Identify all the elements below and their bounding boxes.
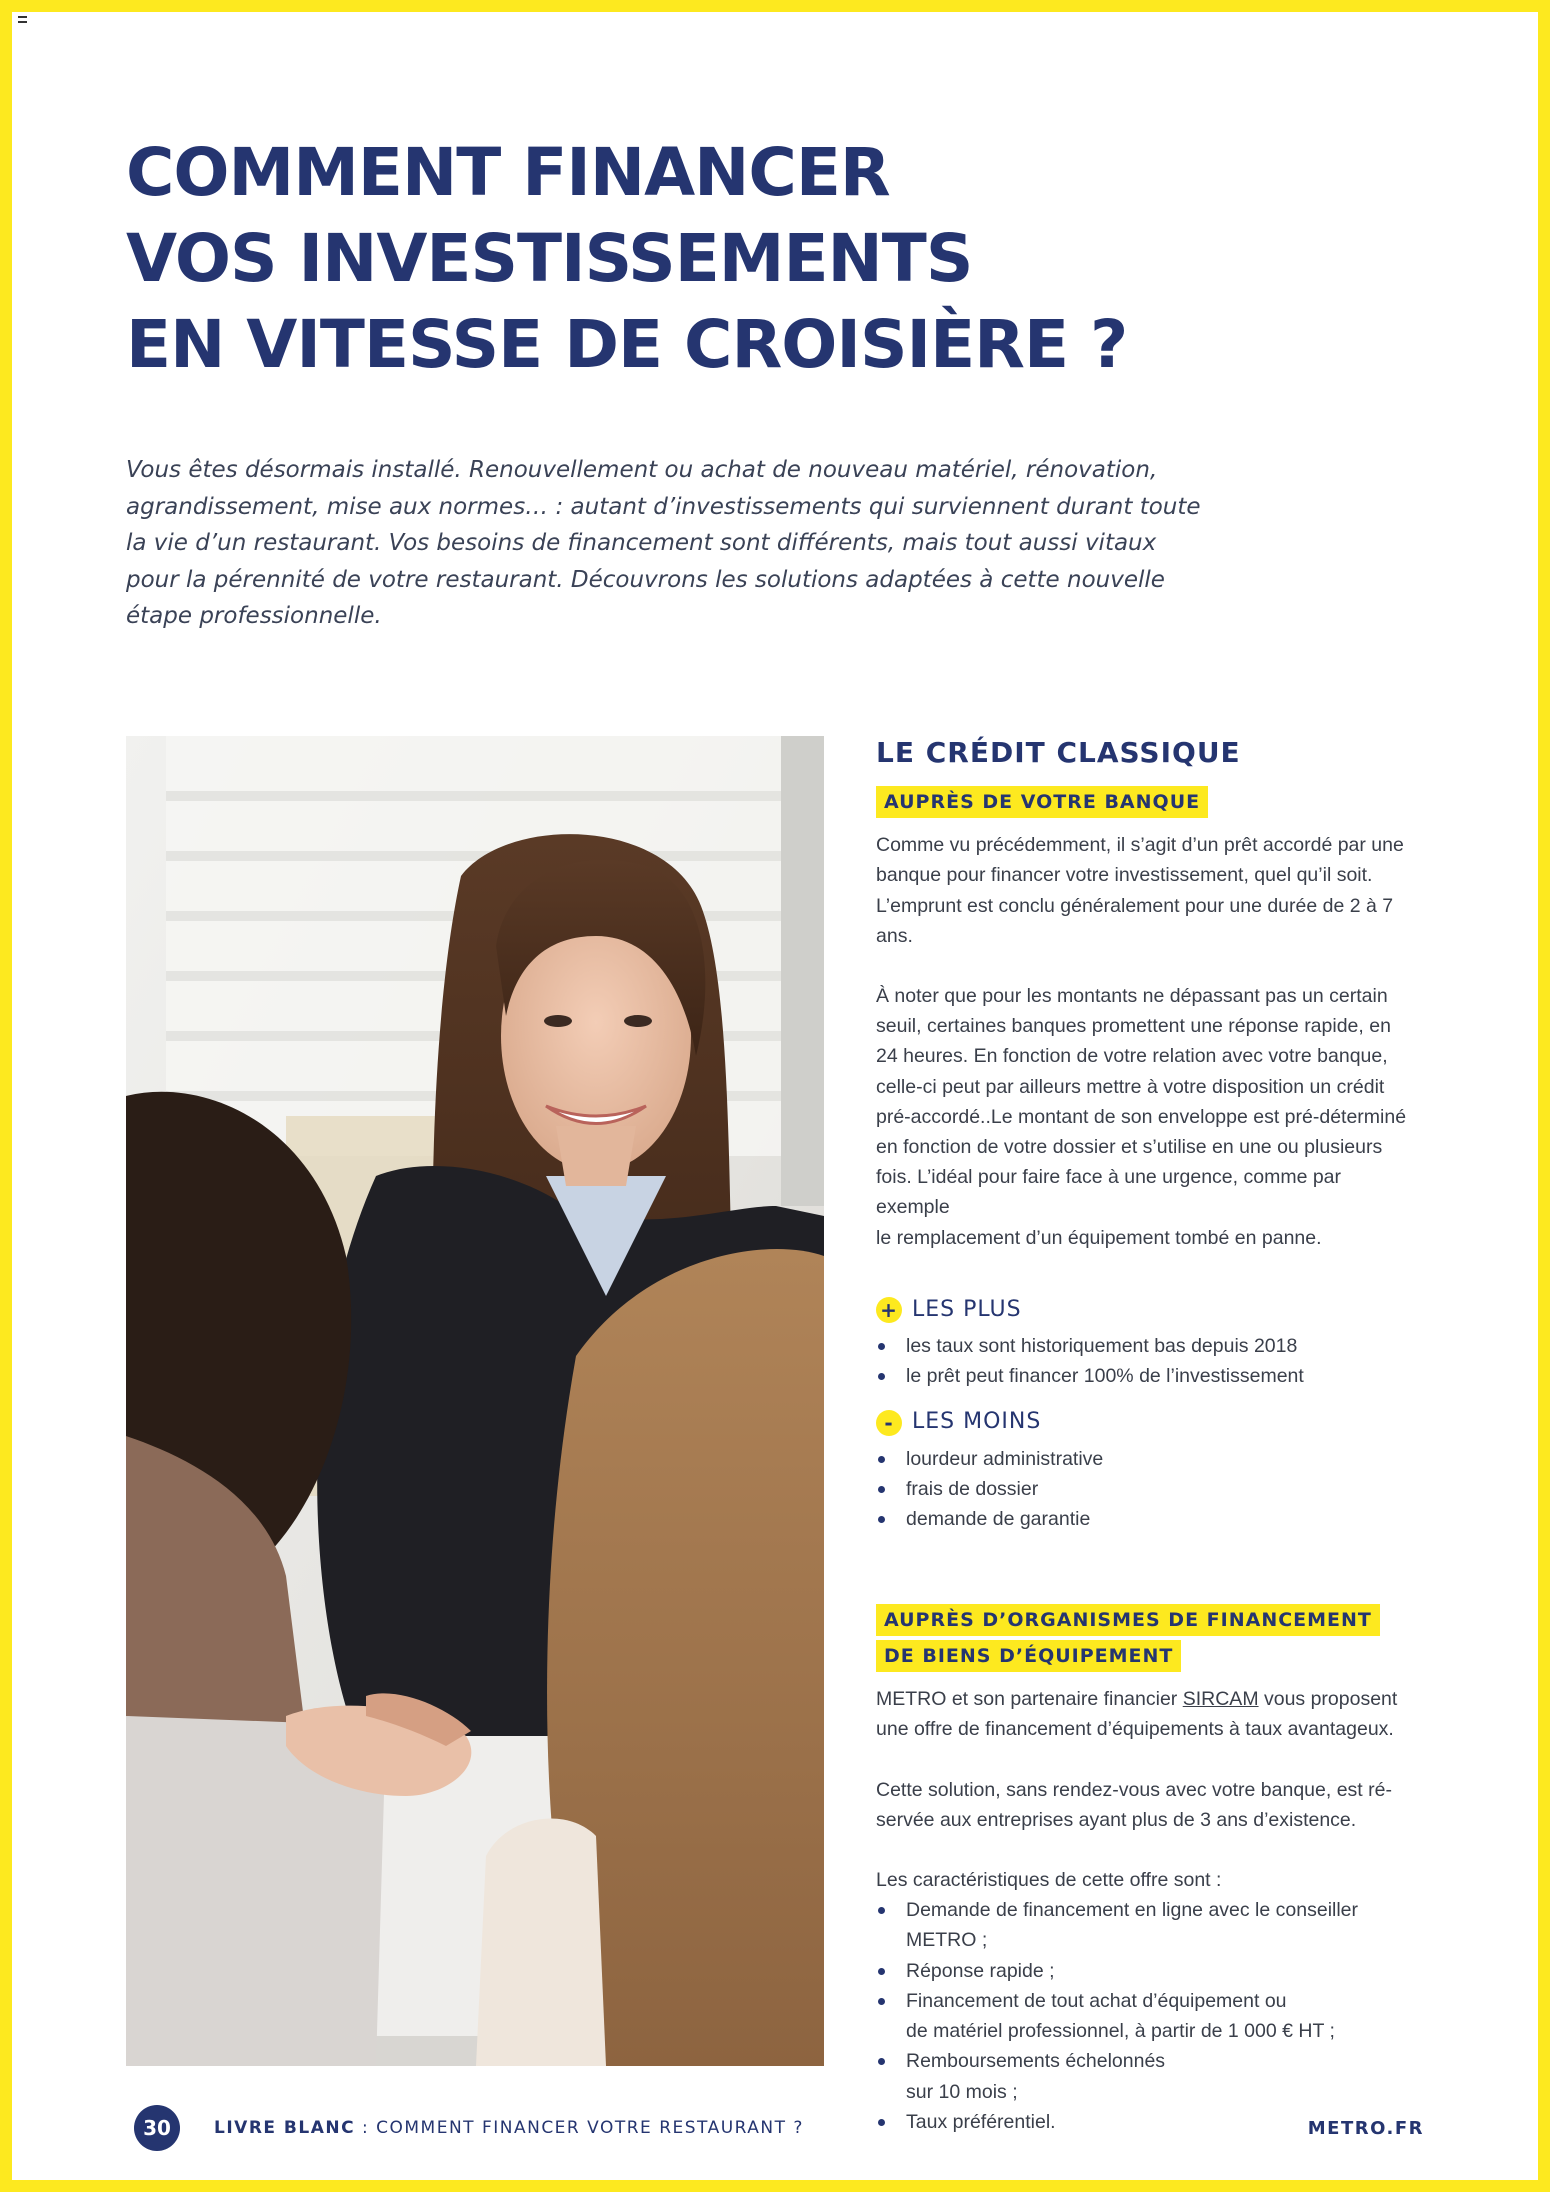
list-item: les taux sont historiquement bas depuis 2018 <box>876 1331 1416 1361</box>
list-item: demande de garantie <box>876 1504 1416 1534</box>
organisms-paragraph-1 <box>876 1684 1416 1744</box>
list-item <box>876 2046 1416 2106</box>
text-line: le remplacement d’un équipement tombé en panne. <box>876 1226 1322 1249</box>
credit-column <box>876 736 1416 2137</box>
moins-list <box>876 1444 1416 1535</box>
bank-heading: AUPRÈS DE VOTRE BANQUE <box>876 786 1208 818</box>
intro-line: la vie d’un restaurant. Vos besoins de financement sont différents, mais tout aussi vitaux <box>126 530 1157 556</box>
section-title-credit: LE CRÉDIT CLASSIQUE <box>876 736 1241 769</box>
text-line: pré-accordé..Le montant de son enveloppe est pré-déterminé <box>876 1105 1407 1128</box>
organisms-paragraph-2 <box>876 1775 1416 1835</box>
text-line: Réponse rapide ; <box>906 1959 1055 1982</box>
bank-paragraph-2 <box>876 981 1416 1253</box>
bank-paragraph-1 <box>876 830 1416 951</box>
page-footer <box>134 2106 1424 2150</box>
list-item: frais de dossier <box>876 1474 1416 1504</box>
text-line: celle-ci peut par ailleurs mettre à votre disposition un crédit <box>876 1075 1385 1098</box>
plus-list <box>876 1331 1416 1391</box>
moins-title: LES MOINS <box>912 1409 1042 1435</box>
plus-heading <box>876 1295 1416 1325</box>
footer-label-rest: : COMMENT FINANCER VOTRE RESTAURANT ? <box>355 2118 804 2138</box>
organisms-list <box>876 1895 1416 2137</box>
text-line: une offre de financement d’équipements à taux avantageux. <box>876 1718 1394 1741</box>
text-fragment: vous proposent <box>1258 1688 1398 1711</box>
list-item <box>876 1956 1416 1986</box>
list-item: le prêt peut financer 100% de l’investissement <box>876 1361 1416 1391</box>
text-line: Cette solution, sans rendez-vous avec votre banque, est ré- <box>876 1778 1392 1801</box>
text-line: Remboursements échelonnés <box>906 2050 1166 2073</box>
organisms-heading-line-1: AUPRÈS D’ORGANISMES DE FINANCEMENT <box>876 1604 1380 1636</box>
organisms-heading-line-2: DE BIENS D’ÉQUIPEMENT <box>876 1640 1181 1672</box>
text-line: banque pour financer votre investissement, quel qu’il soit. <box>876 864 1373 887</box>
title-line: VOS INVESTISSEMENTS <box>126 220 973 297</box>
intro-paragraph <box>126 452 1226 635</box>
page-title <box>126 130 1326 388</box>
text-line: de matériel professionnel, à partir de 1 000 € HT ; <box>906 2020 1335 2043</box>
text-line: 24 heures. En fonction de votre relation avec votre banque, <box>876 1045 1388 1068</box>
text-line: en fonction de votre dossier et s’utilise en une ou plusieurs <box>876 1136 1383 1159</box>
intro-line: pour la pérennité de votre restaurant. Découvrons les solutions adaptées à cette nouvelle <box>126 566 1165 593</box>
text-line: Comme vu précédemment, il s’agit d’un prêt accordé par une <box>876 834 1404 857</box>
text-line: Financement de tout achat d’équipement ou <box>906 1989 1287 2012</box>
text-line <box>876 1684 1416 1714</box>
text-line: servée aux entreprises ayant plus de 3 ans d’existence. <box>876 1808 1357 1831</box>
footer-site-link[interactable]: METRO.FR <box>1307 2117 1424 2139</box>
title-line: EN VITESSE DE CROISIÈRE ? <box>126 306 1128 383</box>
footer-label <box>214 2118 804 2138</box>
bank-heading-block <box>876 786 1416 818</box>
text-line: L’emprunt est conclu généralement pour une durée de 2 à 7 ans. <box>876 894 1394 947</box>
photo-business-handshake <box>126 736 824 2066</box>
organisms-list-intro: Les caractéristiques de cette offre sont : <box>876 1869 1222 1892</box>
corner-mark <box>18 16 27 23</box>
intro-line: étape professionnelle. <box>126 603 382 629</box>
moins-heading <box>876 1407 1416 1437</box>
intro-line: Vous êtes désormais installé. Renouvellement ou achat de nouveau matériel, rénovation, <box>126 457 1158 483</box>
list-item <box>876 1895 1416 1955</box>
organisms-heading-block <box>876 1604 1416 1672</box>
text-line: À noter que pour les montants ne dépassant pas un certain <box>876 985 1388 1008</box>
text-line: METRO ; <box>906 1929 988 1952</box>
list-item <box>876 1986 1416 2046</box>
title-line: COMMENT FINANCER <box>126 134 890 211</box>
text-line: seuil, certaines banques promettent une réponse rapide, en <box>876 1015 1391 1038</box>
minus-icon: - <box>876 1410 902 1436</box>
intro-line: agrandissement, mise aux normes… : autant d’investissements qui surviennent durant toute <box>126 493 1201 520</box>
text-line: fois. L’idéal pour faire face à une urgence, comme par exemple <box>876 1166 1342 1219</box>
text-line: Demande de financement en ligne avec le conseiller <box>906 1899 1359 1922</box>
list-item: lourdeur administrative <box>876 1444 1416 1474</box>
sircam-link[interactable]: SIRCAM <box>1182 1688 1259 1711</box>
footer-label-bold: LIVRE BLANC <box>214 2118 356 2138</box>
text-line: sur 10 mois ; <box>906 2080 1018 2103</box>
plus-title: LES PLUS <box>912 1296 1022 1322</box>
text-fragment: METRO et son partenaire financier <box>876 1688 1183 1711</box>
spacer <box>876 1534 1416 1604</box>
text-line: Taux préférentiel. <box>906 2110 1056 2133</box>
plus-icon: + <box>876 1297 902 1323</box>
page-number: 30 <box>134 2105 180 2151</box>
